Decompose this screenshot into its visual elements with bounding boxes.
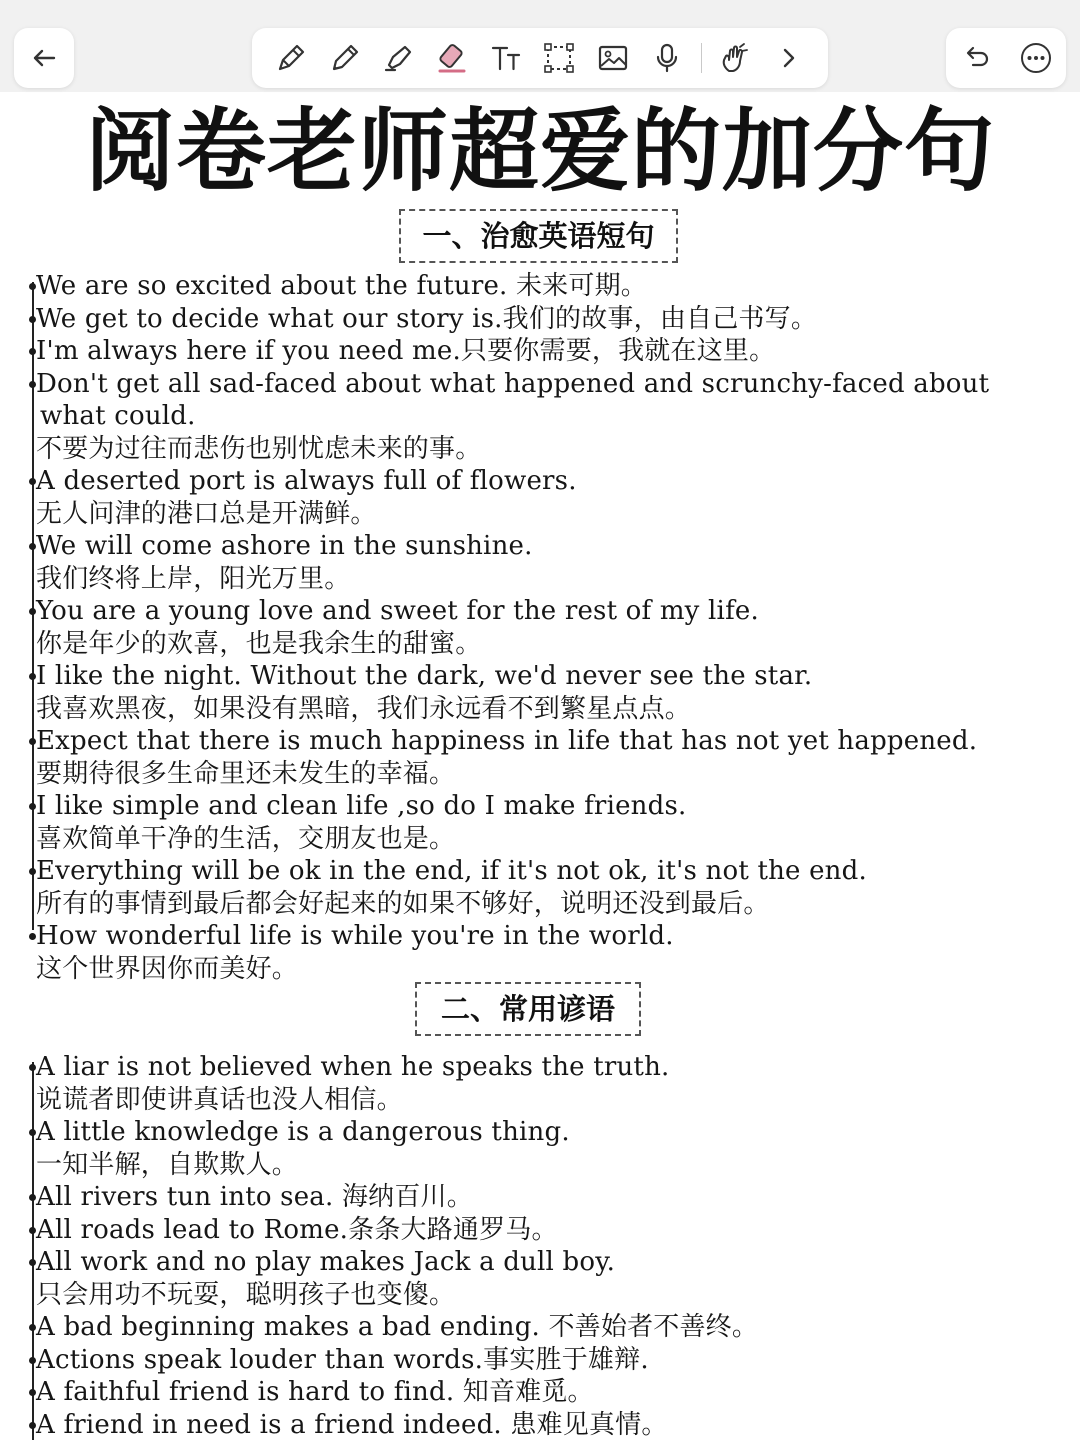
list-item: [36, 920, 1046, 985]
page-title: 阅卷老师超爱的加分句: [85, 99, 995, 204]
sentence-translation: 我喜欢黑夜，如果没有黑暗，我们永远看不到繁星点点。: [36, 693, 692, 724]
highlighter-icon[interactable]: [378, 38, 418, 78]
pencil-icon[interactable]: [325, 38, 365, 78]
actions-bar: [946, 28, 1066, 88]
list-item: [36, 1051, 1046, 1116]
sentence-text: Don't get all sad-faced about what happened and scrunchy-faced about: [36, 368, 990, 399]
image-icon[interactable]: [593, 38, 633, 78]
list-item: [36, 303, 1046, 336]
sentence-translation: 只会用功不玩耍，聪明孩子也变傻。: [36, 1279, 456, 1310]
list-item: [36, 530, 1046, 595]
list-item: [36, 595, 1046, 660]
list-item: [36, 1376, 1046, 1409]
list-item: [36, 465, 1046, 530]
text-tool-icon[interactable]: [486, 38, 526, 78]
sentence-text: You are a young love and sweet for the rest of my life.: [36, 596, 759, 626]
list-item: [36, 270, 1046, 303]
list-item: [36, 725, 1046, 790]
list-item: [36, 855, 1046, 920]
sentence-text: A bad beginning makes a bad ending. 不善始者不善终。: [36, 1312, 759, 1342]
section-header-healing-phrases: 一、治愈英语短句: [399, 209, 678, 263]
list-item: [36, 1116, 1046, 1181]
sentence-text: A deserted port is always full of flowers.: [36, 466, 577, 496]
chevron-right-icon[interactable]: [769, 38, 809, 78]
list-item: [36, 368, 1046, 466]
bullet-guide-line: [32, 1062, 34, 1440]
pen-icon[interactable]: [271, 38, 311, 78]
sentence-translation: 所有的事情到最后都会好起来的如果不够好，说明还没到最后。: [36, 888, 770, 919]
sentence-text: I like simple and clean life ,so do I make friends.: [36, 791, 687, 821]
sentence-text: Everything will be ok in the end, if it's not ok, it's not the end.: [36, 856, 867, 886]
sentence-translation: 你是年少的欢喜，也是我余生的甜蜜。: [36, 628, 482, 659]
eraser-icon[interactable]: [432, 38, 472, 78]
sentence-translation: 不要为过往而悲伤也别忧虑未来的事。: [36, 433, 482, 464]
list-item: [36, 1246, 1046, 1311]
list-item: [36, 1311, 1046, 1344]
sentence-text: We get to decide what our story is.我们的故事，由自己书写。: [36, 303, 818, 334]
top-toolbar: [0, 0, 1080, 92]
sentence-text: A liar is not believed when he speaks the truth.: [36, 1052, 670, 1082]
list-item: [36, 1181, 1046, 1214]
list-item: [36, 1409, 1046, 1440]
list-item: [36, 335, 1046, 368]
sentence-text: A friend in need is a friend indeed. 患难见真情。: [36, 1409, 668, 1440]
sentence-translation: 喜欢简单干净的生活，交朋友也是。: [36, 823, 456, 854]
list-item: [36, 1214, 1046, 1247]
proverbs-list: [36, 1051, 1046, 1440]
sentence-translation: 要期待很多生命里还未发生的幸福。: [36, 758, 456, 789]
back-button[interactable]: [14, 28, 74, 88]
sentence-text: All work and no play makes Jack a dull boy.: [36, 1247, 616, 1277]
sentence-translation: 无人问津的港口总是开满鲜。: [36, 498, 377, 529]
sentence-text: I'm always here if you need me.只要你需要，我就在这里。: [36, 336, 776, 366]
bullet-guide-line: [32, 282, 34, 930]
lasso-select-icon[interactable]: [539, 38, 579, 78]
more-icon[interactable]: [1016, 38, 1056, 78]
sentence-text: All roads lead to Rome.条条大路通罗马。: [36, 1214, 558, 1245]
healing-phrases-list: [36, 270, 1046, 985]
sentence-text: We will come ashore in the sunshine.: [36, 531, 533, 561]
sentence-text: A little knowledge is a dangerous thing.: [36, 1117, 570, 1147]
section-header-proverbs: 二、常用谚语: [415, 982, 641, 1036]
sentence-text: A faithful friend is hard to find. 知音难觅。: [36, 1377, 594, 1407]
drawing-tools-bar: [252, 28, 828, 88]
sentence-text: How wonderful life is while you're in the world.: [36, 921, 674, 951]
sentence-text: I like the night. Without the dark, we'd never see the star.: [36, 661, 813, 691]
undo-icon[interactable]: [956, 38, 996, 78]
toolbar-divider: [701, 43, 702, 73]
sentence-translation: 这个世界因你而美好。: [36, 953, 299, 984]
sentence-text: We are so excited about the future. 未来可期。: [36, 271, 647, 301]
sentence-translation: 我们终将上岸，阳光万里。: [36, 563, 351, 594]
list-item: [36, 1344, 1046, 1377]
sentence-text-continued: what could.: [40, 401, 196, 431]
microphone-icon[interactable]: [647, 38, 687, 78]
sentence-text: Expect that there is much happiness in life that has not yet happened.: [36, 726, 978, 756]
sentence-text: Actions speak louder than words.事实胜于雄辩.: [36, 1344, 649, 1375]
sentence-text: All rivers tun into sea. 海纳百川。: [36, 1182, 473, 1212]
hand-gesture-icon[interactable]: [715, 38, 755, 78]
list-item: [36, 660, 1046, 725]
arrow-left-icon[interactable]: [24, 38, 64, 78]
list-item: [36, 790, 1046, 855]
sentence-translation: 一知半解，自欺欺人。: [36, 1149, 299, 1180]
sentence-translation: 说谎者即使讲真话也没人相信。: [36, 1084, 403, 1115]
